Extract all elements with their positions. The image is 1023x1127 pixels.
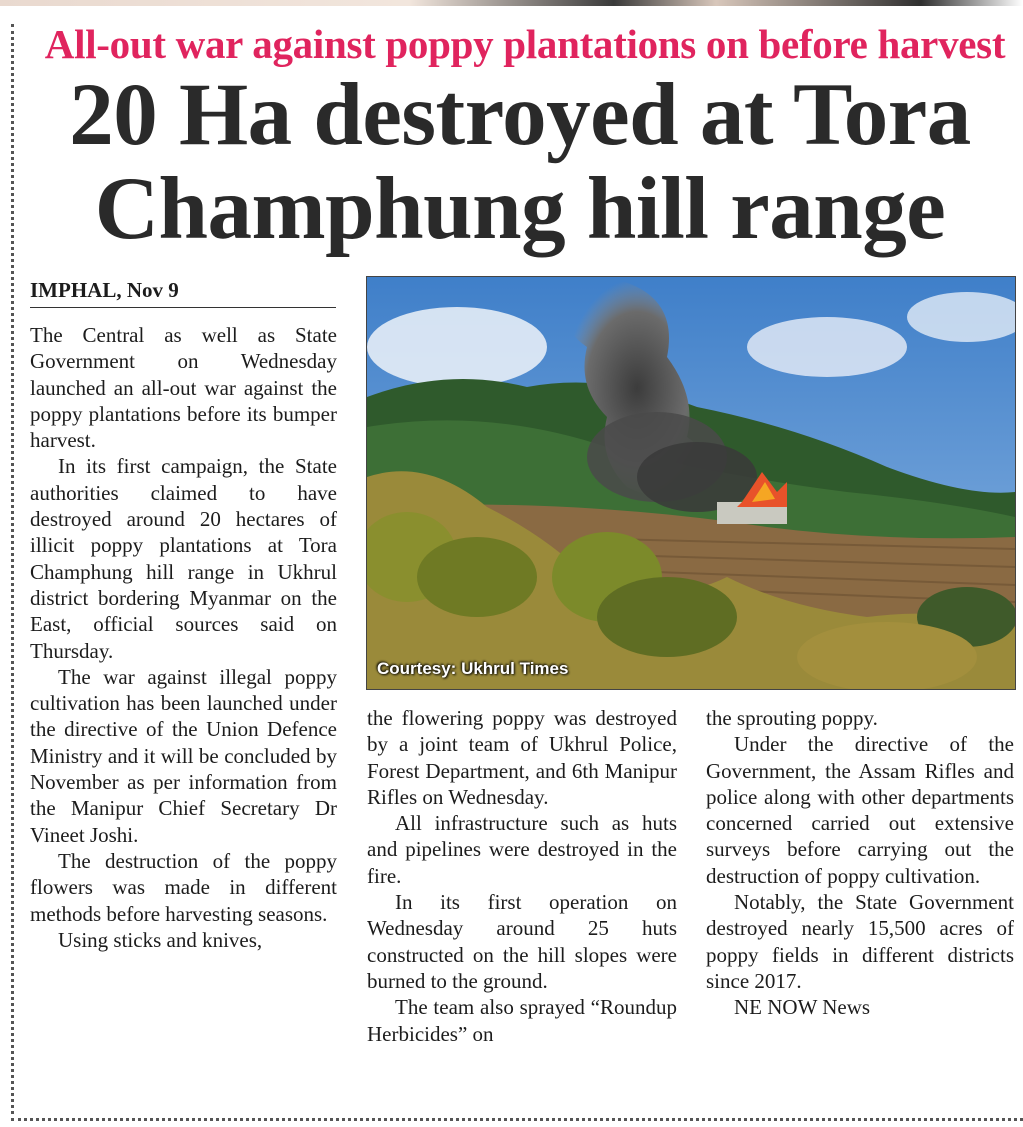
dateline: IMPHAL, Nov 9: [30, 278, 336, 308]
news-photo-burning-hut: [366, 276, 1016, 690]
paragraph: Under the directive of the Government, the Assam Rifles and police along with other departments concerned carried out extensive surveys before carrying out the destruction of poppy cultivation.: [706, 732, 1014, 888]
paragraph: The destruction of the poppy flowers was made in different methods before harvesting seasons.: [30, 848, 337, 926]
main-headline: 20 Ha destroyed at Tora Champhung hill range: [69, 66, 971, 258]
article-column-3: [706, 705, 1014, 1021]
paragraph: The war against illegal poppy cultivation has been launched under the directive of the Union Defence Ministry and it will be concluded by November as per information from the Manipur Chief Secretary Dr Vineet Joshi.: [30, 664, 337, 847]
paragraph: The team also sprayed “Roundup Herbicides” on: [367, 995, 677, 1046]
photo-caption: Courtesy: Ukhrul Times: [377, 659, 569, 678]
top-edge-strip: [0, 0, 1023, 6]
article-column-1: [30, 322, 337, 953]
kicker-headline: All-out war against poppy plantations on before harvest: [44, 21, 1006, 67]
paragraph: Using sticks and knives,: [58, 927, 263, 952]
paragraph: In its first campaign, the State authorities claimed to have destroyed around 20 hectares of illicit poppy plantations at Tora Champhung hill range in Ukhrul district bordering Myanmar on the East, official sources said on Thursday.: [30, 454, 337, 663]
paragraph: The Central as well as State Government on Wednesday launched an all-out war against the poppy plantations before its bumper harvest.: [30, 323, 337, 453]
photo-illustration: [367, 277, 1015, 689]
paragraph: the sprouting poppy.: [706, 706, 878, 730]
paragraph: Notably, the State Government destroyed nearly 15,500 acres of poppy fields in different districts since 2017.: [706, 890, 1014, 993]
paragraph: All infrastructure such as huts and pipelines were destroyed in the fire.: [367, 811, 677, 888]
news-source-credit: NE NOW News: [734, 995, 871, 1020]
dotted-border-left: [11, 24, 14, 1114]
dotted-border-bottom: [11, 1118, 1023, 1121]
article-column-2: [367, 705, 677, 1047]
paragraph: In its first operation on Wednesday around 25 huts constructed on the hill slopes were burned to the ground.: [367, 890, 677, 993]
paragraph: the flowering poppy was destroyed by a joint team of Ukhrul Police, Forest Department, and 6th Manipur Rifles on Wednesday.: [367, 706, 677, 809]
